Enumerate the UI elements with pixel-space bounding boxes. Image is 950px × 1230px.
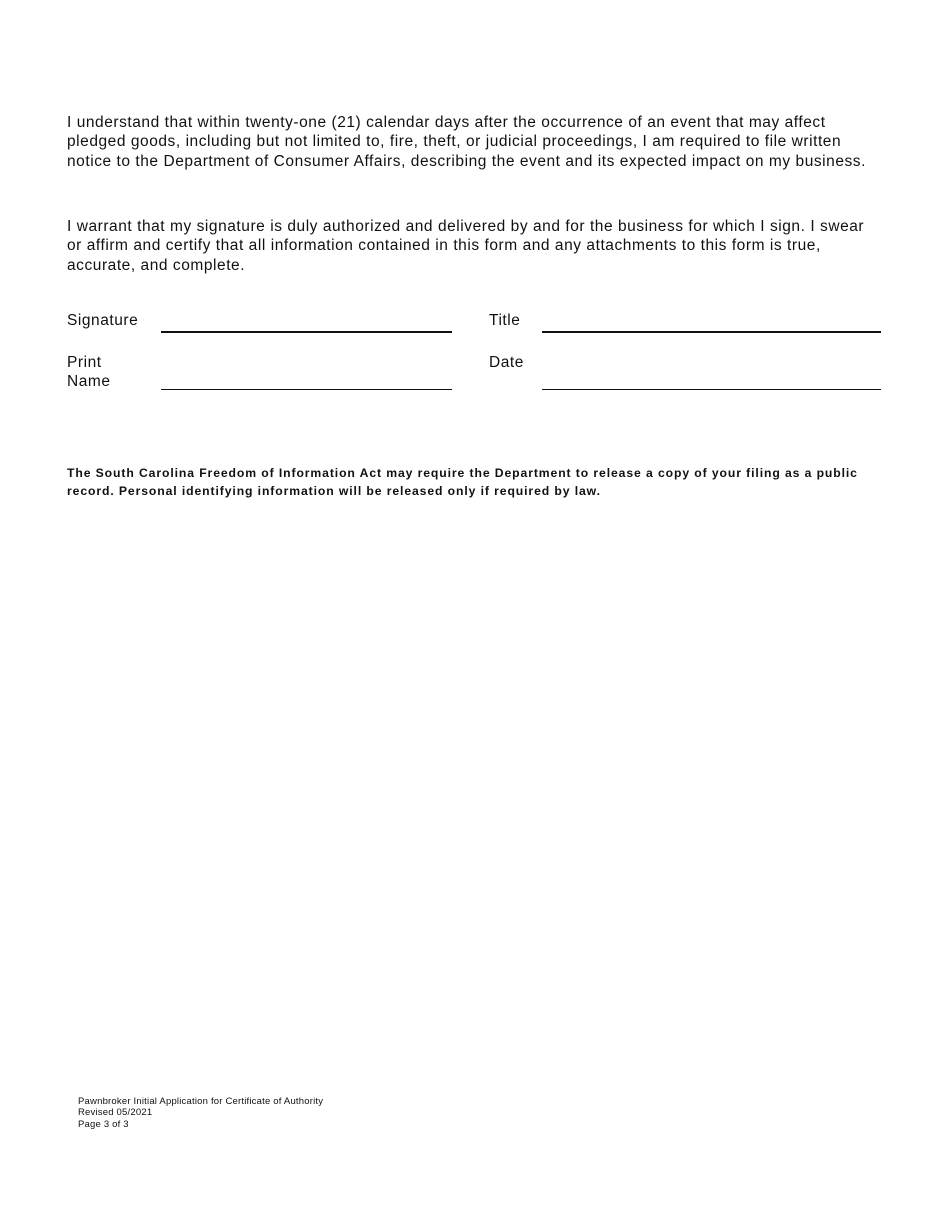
title-label: Title <box>489 312 521 329</box>
signature-label: Signature <box>67 312 139 329</box>
print-name-field-line[interactable] <box>161 389 452 390</box>
signature-field-line[interactable] <box>161 331 452 333</box>
page-footer <box>78 1096 323 1130</box>
print-name-label <box>67 353 111 392</box>
warranty-paragraph: I warrant that my signature is duly authorized and delivered by and for the business for which I sign. I swear or affirm and certify that all information contained in this form and any attachments to this form is true, accurate, and complete. <box>67 218 865 274</box>
footer-form-title: Pawnbroker Initial Application for Certificate of Authority <box>78 1096 324 1107</box>
print-label-line-2: Name <box>67 373 111 391</box>
date-field-line[interactable] <box>542 389 881 390</box>
footer-revised-date: Revised 05/2021 <box>78 1107 153 1119</box>
footer-page-number: Page 3 of 3 <box>78 1118 129 1130</box>
date-label: Date <box>489 354 524 371</box>
notice-requirement-paragraph: I understand that within twenty-one (21) calendar days after the occurrence of an event that may affect pledged goods, including but not limited to, fire, theft, or judicial proceedings, I am required to file written notice to the Department of Consumer Affairs, describing the event and its expected impact on my business. <box>67 114 866 170</box>
print-label-line-1: Print <box>67 354 102 371</box>
foia-notice: The South Carolina Freedom of Information Act may require the Department to release a copy of your filing as a public record. Personal identifying information will be released only if required by law. <box>67 466 858 498</box>
title-field-line[interactable] <box>542 331 881 333</box>
